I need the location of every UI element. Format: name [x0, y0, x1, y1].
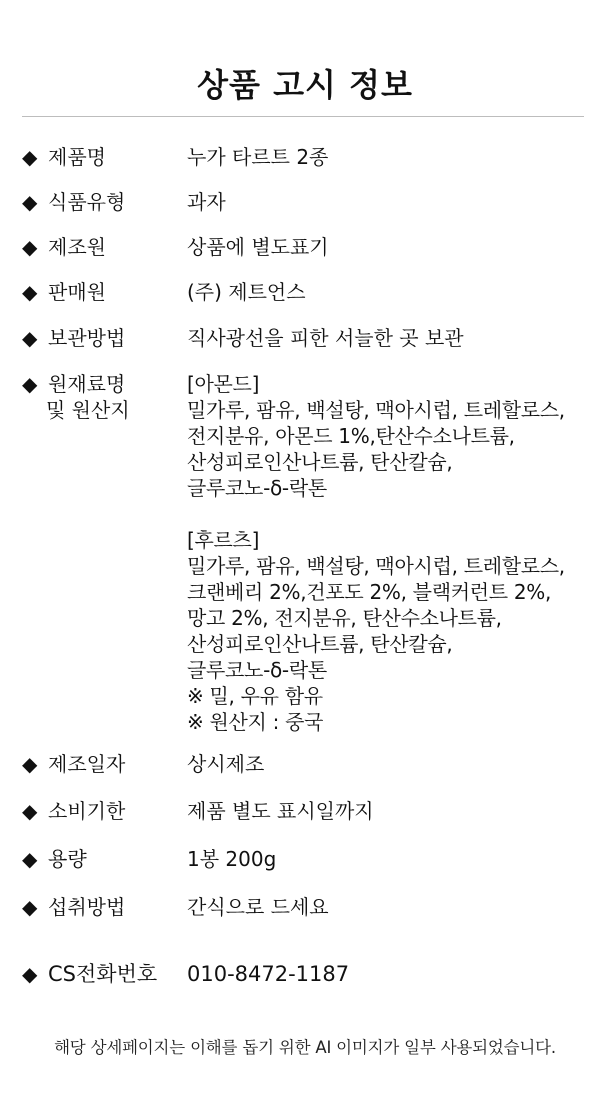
diamond-bullet-icon: ◆	[22, 372, 38, 396]
ai-image-notice: 해당 상세페이지는 이해를 돕기 위한 AI 이미지가 일부 사용되었습니다.	[54, 1038, 556, 1057]
diamond-bullet-icon: ◆	[22, 799, 38, 823]
row-value: 제품 별도 표시일까지	[187, 799, 374, 823]
row-label: 소비기한	[48, 799, 126, 823]
ingredient-line: [후르츠]	[187, 528, 260, 552]
row-label: 판매원	[48, 280, 106, 304]
row-value: 상품에 별도표기	[187, 235, 329, 259]
diamond-bullet-icon: ◆	[22, 847, 38, 871]
row-value: 1봉 200g	[187, 847, 277, 871]
row-label: 보관방법	[48, 326, 126, 350]
row-value: 직사광선을 피한 서늘한 곳 보관	[187, 326, 464, 350]
row-value: 상시제조	[187, 752, 265, 776]
row-label: 용량	[48, 847, 87, 871]
row-label: 섭취방법	[48, 895, 126, 919]
ingredient-line: ※ 원산지 : 중국	[187, 710, 324, 734]
row-label: 원재료명	[48, 372, 126, 396]
row-label: 식품유형	[48, 190, 126, 214]
diamond-bullet-icon: ◆	[22, 752, 38, 776]
ingredient-line: 산성피로인산나트륨, 탄산칼슘,	[187, 632, 453, 656]
row-label: 제품명	[48, 145, 106, 169]
diamond-bullet-icon: ◆	[22, 235, 38, 259]
ingredient-line: 밀가루, 팜유, 백설탕, 맥아시럽, 트레할로스,	[187, 554, 565, 578]
ingredient-spacer	[187, 501, 592, 527]
row-value: (주) 제트언스	[187, 280, 306, 304]
row-value: 누가 타르트 2종	[187, 145, 329, 169]
row-value: 과자	[187, 190, 226, 214]
ingredient-line: 밀가루, 팜유, 백설탕, 맥아시럽, 트레할로스,	[187, 398, 565, 422]
ingredient-line: 산성피로인산나트륨, 탄산칼슘,	[187, 450, 453, 474]
ingredient-line: 크랜베리 2%,건포도 2%, 블랙커런트 2%,	[187, 580, 552, 604]
row-value: 간식으로 드세요	[187, 895, 329, 919]
row-label-line2: 및 원산지	[46, 398, 130, 422]
title-divider	[22, 116, 584, 117]
diamond-bullet-icon: ◆	[22, 190, 38, 214]
diamond-bullet-icon: ◆	[22, 326, 38, 350]
ingredient-line: 망고 2%, 전지분유, 탄산수소나트륨,	[187, 606, 502, 630]
ingredient-line: 전지분유, 아몬드 1%,탄산수소나트륨,	[187, 424, 515, 448]
row-label: 제조일자	[48, 752, 126, 776]
ingredient-line: ※ 밀, 우유 함유	[187, 684, 323, 708]
row-label: 제조원	[48, 235, 106, 259]
diamond-bullet-icon: ◆	[22, 145, 38, 169]
ingredients-value	[187, 371, 592, 735]
diamond-bullet-icon: ◆	[22, 962, 38, 986]
diamond-bullet-icon: ◆	[22, 895, 38, 919]
row-label: CS전화번호	[48, 962, 158, 986]
ingredient-line: 글루코노-δ-락톤	[187, 658, 327, 682]
diamond-bullet-icon: ◆	[22, 280, 38, 304]
ingredient-line: [아몬드]	[187, 372, 260, 396]
page-title: 상품 고시 정보	[197, 66, 413, 104]
ingredient-line: 글루코노-δ-락톤	[187, 476, 327, 500]
cs-phone-number: 010-8472-1187	[187, 962, 350, 986]
